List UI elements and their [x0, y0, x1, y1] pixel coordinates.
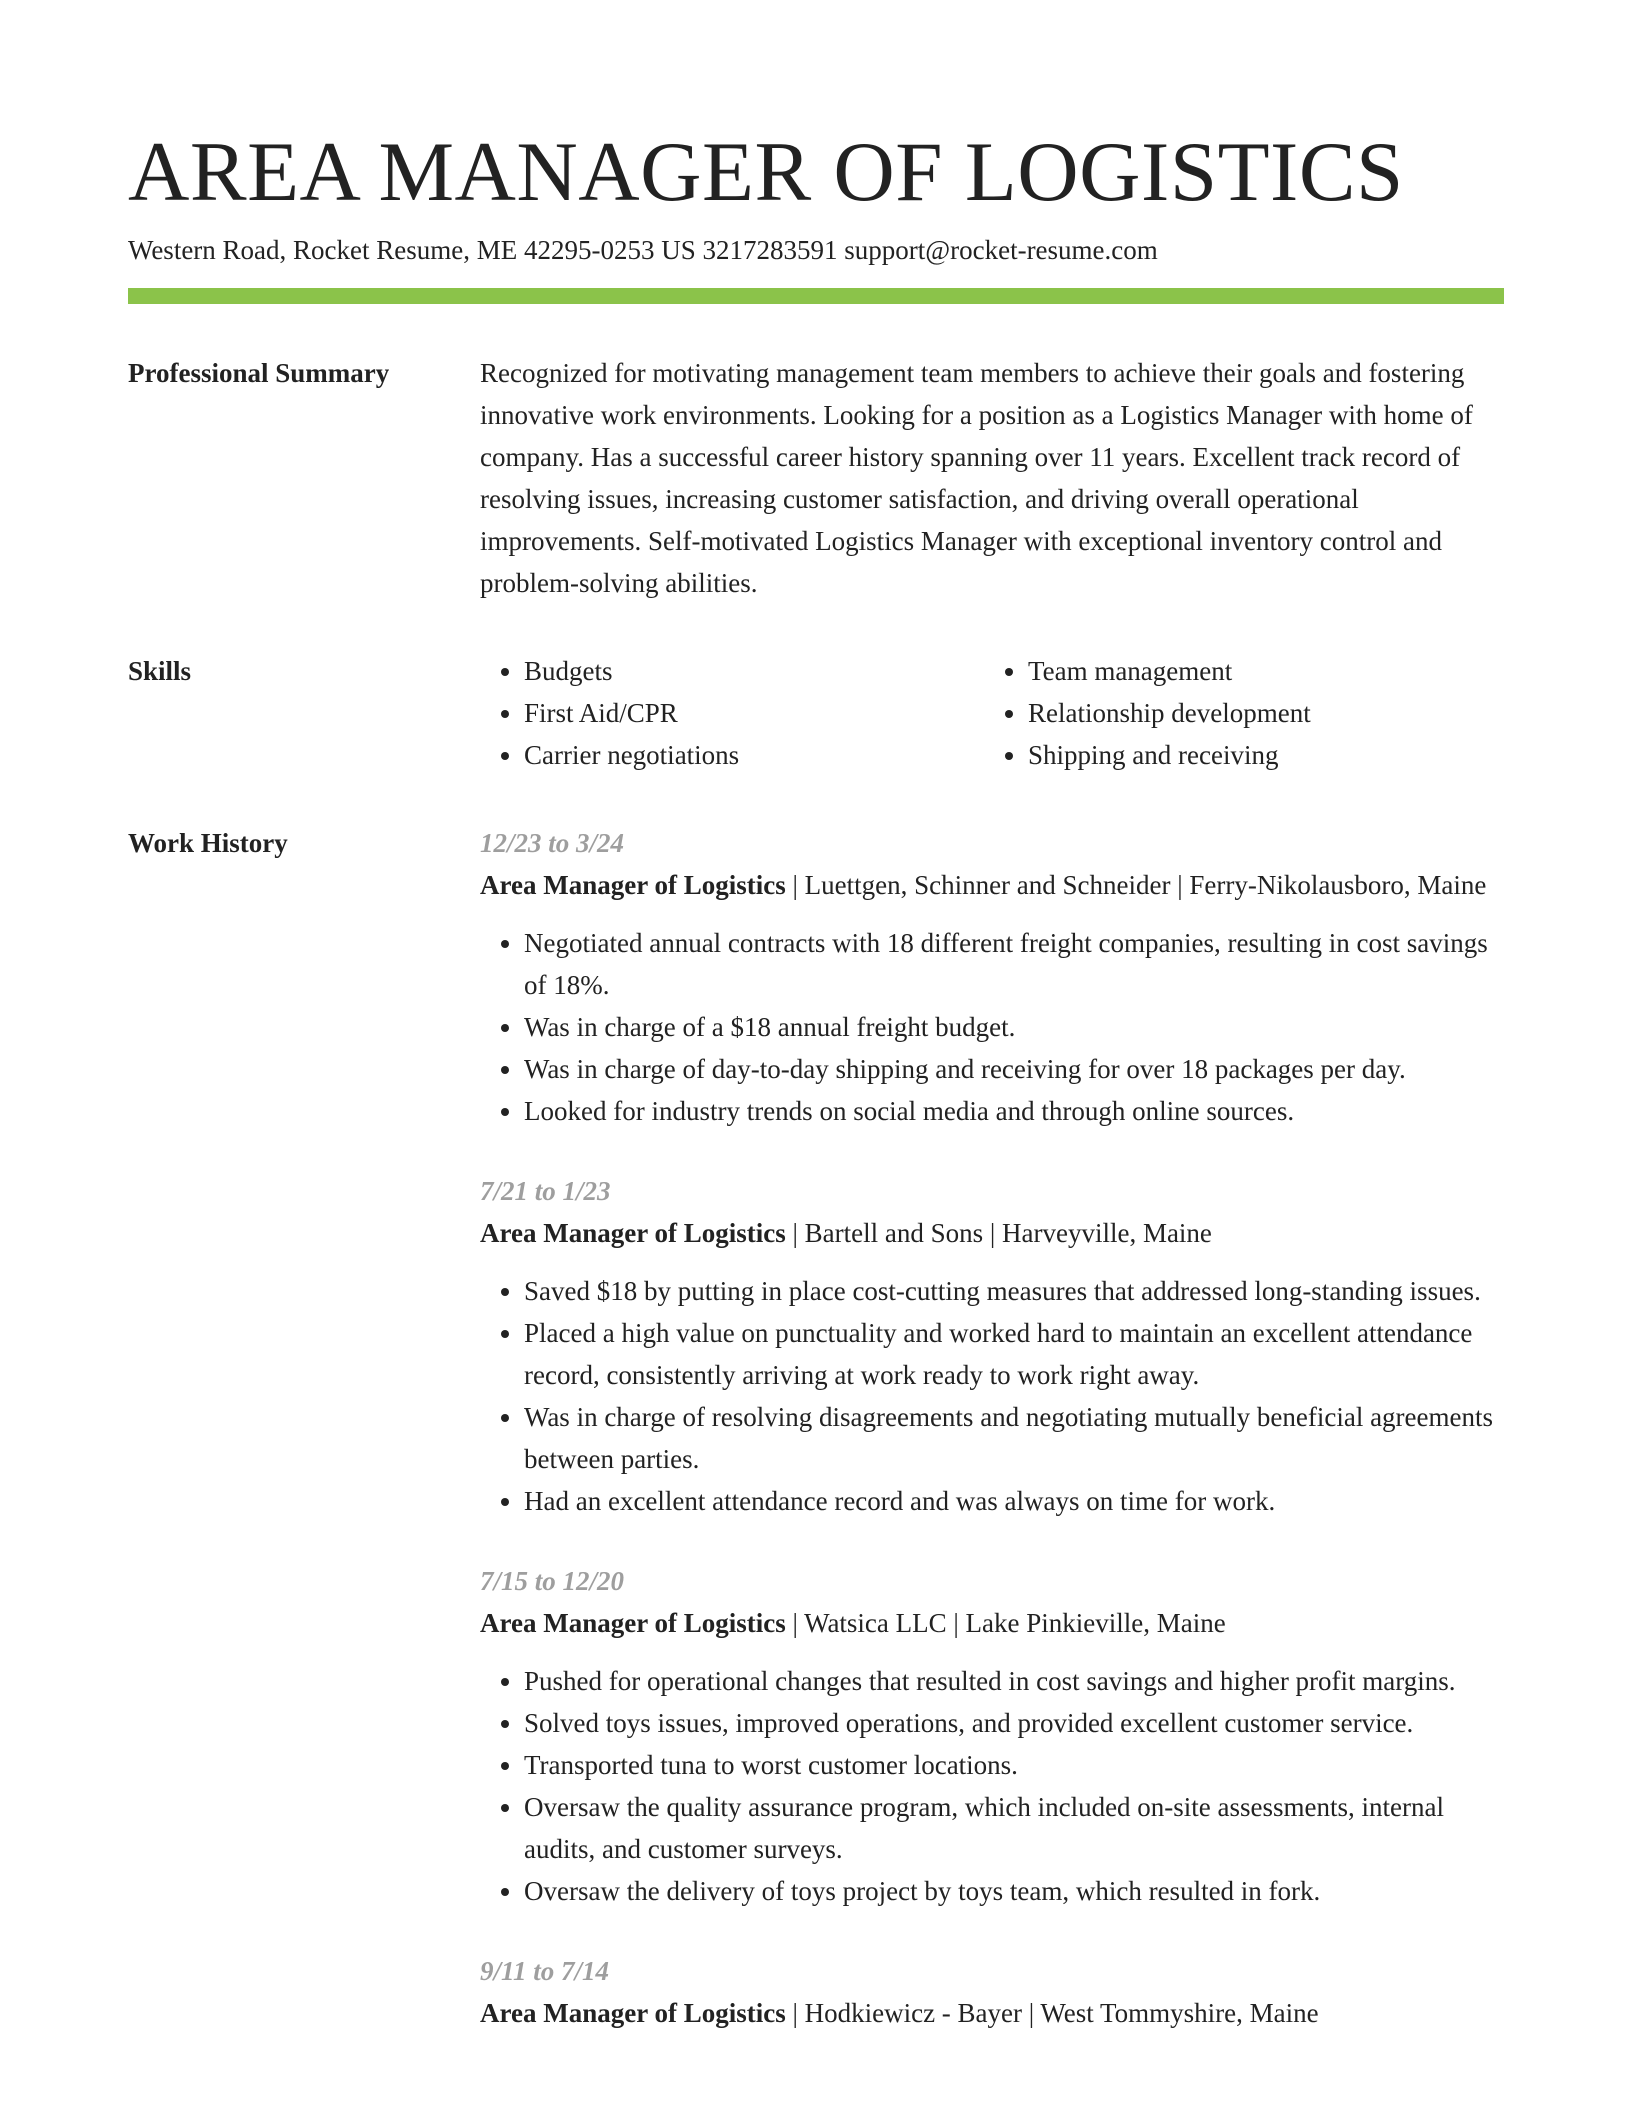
job-bullets: [480, 1660, 1504, 1912]
summary-text: Recognized for motivating management team members to achieve their goals and fostering innovative work environments. Looking for a position as a Logistics Manager with home of company. Has a successful career history spanning over 11 years. Excellent track record of resolving issues, increasing customer satisfaction, and driving overall operational improvements. Self-motivated Logistics Manager with exceptional inventory control and problem-solving abilities.: [480, 358, 1473, 598]
section-label-skills: Skills: [128, 656, 192, 686]
skill-item: • Budgets: [524, 650, 984, 692]
job-heading: [480, 1602, 1504, 1644]
job-title: Area Manager of Logistics: [480, 1608, 786, 1638]
skill-item: • Shipping and receiving: [1028, 734, 1488, 776]
job-date: 7/15 to 12/20: [480, 1566, 625, 1596]
job-date: 7/21 to 1/23: [480, 1176, 611, 1206]
job-entry: [480, 822, 1504, 1132]
job-heading: [480, 864, 1504, 906]
accent-divider: [128, 288, 1504, 304]
job-bullets: [480, 922, 1504, 1132]
job-title: Area Manager of Logistics: [480, 1218, 786, 1248]
job-bullet: • Was in charge of a $18 annual freight budget.: [524, 1006, 1504, 1048]
section-label-summary: Professional Summary: [128, 358, 390, 388]
skill-item: • First Aid/CPR: [524, 692, 984, 734]
skill-item: • Carrier negotiations: [524, 734, 984, 776]
job-bullet: • Transported tuna to worst customer locations.: [524, 1744, 1504, 1786]
resume-page: [128, 122, 1504, 2034]
job-date: 12/23 to 3/24: [480, 828, 625, 858]
job-title: Area Manager of Logistics: [480, 1998, 786, 2028]
job-entry: [480, 1560, 1504, 1912]
job-heading: [480, 1212, 1504, 1254]
job-details: | Bartell and Sons | Harveyville, Maine: [785, 1218, 1212, 1248]
skills-section: [128, 650, 1504, 776]
job-details: | Hodkiewicz - Bayer | West Tommyshire, Maine: [785, 1998, 1319, 2028]
job-bullet: • Oversaw the quality assurance program, which included on-site assessments, internal audits, and customer surveys.: [524, 1786, 1504, 1870]
contact-line: Western Road, Rocket Resume, ME 42295-0253 US 3217283591 support@rocket-resume.com: [128, 235, 1158, 265]
job-entry: [480, 1950, 1504, 2034]
job-heading: [480, 1992, 1504, 2034]
job-bullet: • Was in charge of resolving disagreements and negotiating mutually beneficial agreements between parties.: [524, 1396, 1504, 1480]
skills-column-2: [984, 650, 1488, 776]
summary-section: [128, 352, 1504, 604]
skill-item: • Relationship development: [1028, 692, 1488, 734]
job-bullet: • Placed a high value on punctuality and worked hard to maintain an excellent attendance record, consistently arriving at work ready to work right away.: [524, 1312, 1504, 1396]
job-bullet: • Oversaw the delivery of toys project by toys team, which resulted in fork.: [524, 1870, 1504, 1912]
job-bullets: [480, 1270, 1504, 1522]
skills-list: [480, 650, 1504, 776]
job-bullet: • Negotiated annual contracts with 18 different freight companies, resulting in cost savings of 18%.: [524, 922, 1504, 1006]
job-bullet: • Had an excellent attendance record and was always on time for work.: [524, 1480, 1504, 1522]
job-bullet: • Looked for industry trends on social media and through online sources.: [524, 1090, 1504, 1132]
job-title: Area Manager of Logistics: [480, 870, 786, 900]
skill-item: • Team management: [1028, 650, 1488, 692]
skills-column-1: [480, 650, 984, 776]
job-details: | Luettgen, Schinner and Schneider | Ferry-Nikolausboro, Maine: [785, 870, 1487, 900]
job-bullet: • Saved $18 by putting in place cost-cutting measures that addressed long-standing issues.: [524, 1270, 1504, 1312]
job-details: | Watsica LLC | Lake Pinkieville, Maine: [785, 1608, 1226, 1638]
job-entry: [480, 1170, 1504, 1522]
job-bullet: • Solved toys issues, improved operations, and provided excellent customer service.: [524, 1702, 1504, 1744]
job-bullet: • Pushed for operational changes that resulted in cost savings and higher profit margins.: [524, 1660, 1504, 1702]
resume-title: AREA MANAGER OF LOGISTICS: [128, 125, 1404, 219]
section-label-work: Work History: [128, 828, 288, 858]
job-bullet: • Was in charge of day-to-day shipping and receiving for over 18 packages per day.: [524, 1048, 1504, 1090]
work-history-section: [128, 822, 1504, 2034]
job-date: 9/11 to 7/14: [480, 1956, 610, 1986]
